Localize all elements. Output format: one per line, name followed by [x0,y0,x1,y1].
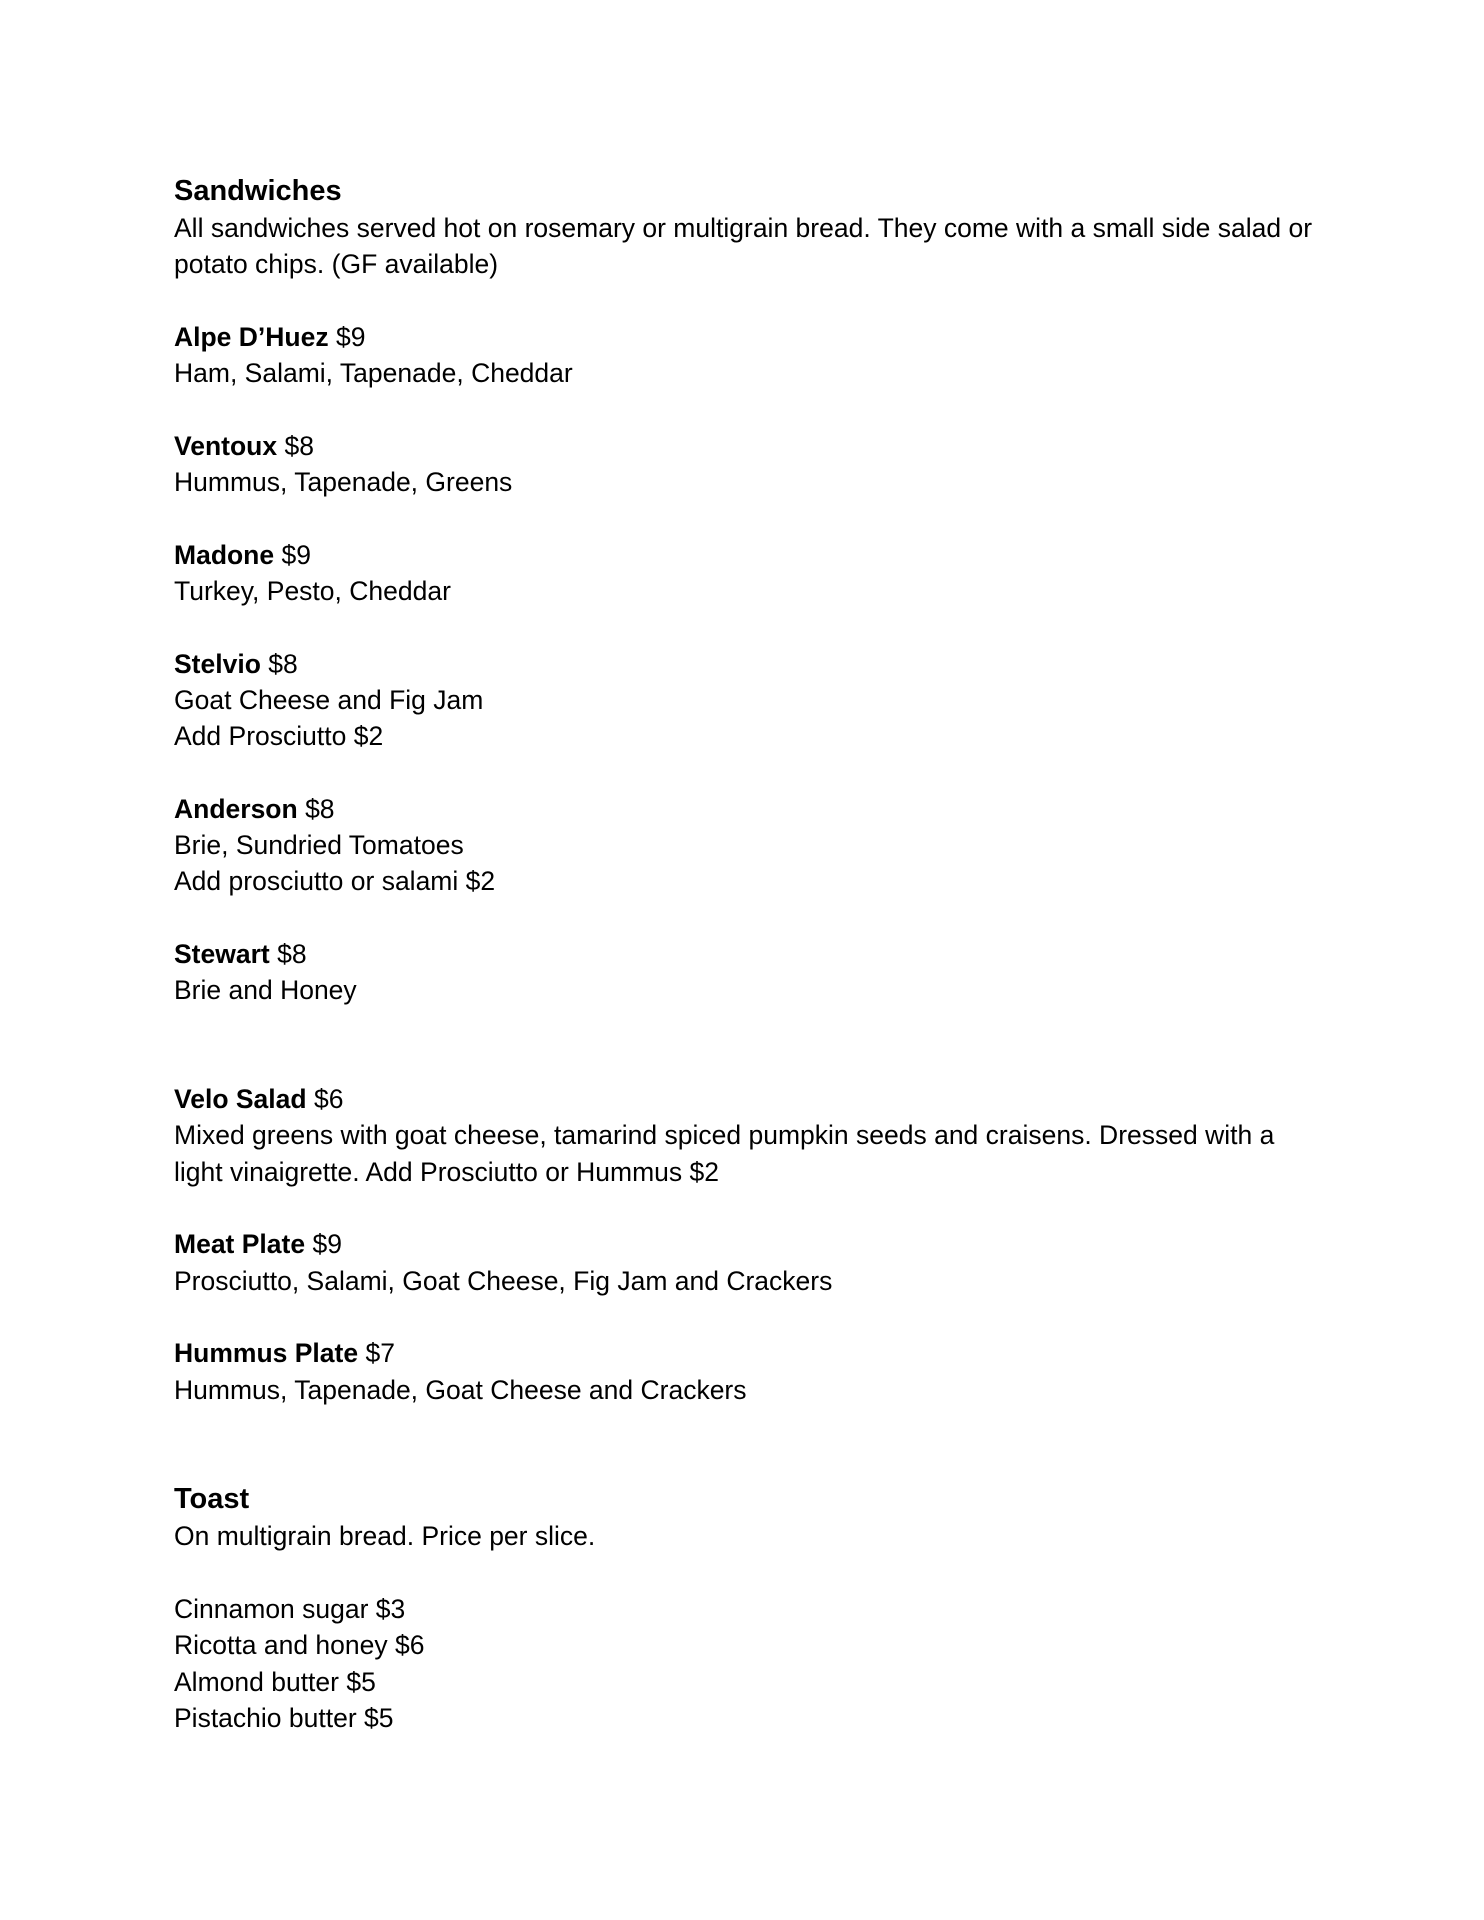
item-name: Alpe D’Huez [174,321,329,352]
item-description: Hummus, Tapenade, Goat Cheese and Crackers [174,1374,747,1405]
item-description: Brie, Sundried Tomatoes [174,830,464,861]
item-description: Prosciutto, Salami, Goat Cheese, Fig Jam and Crackers [174,1265,833,1296]
menu-item [174,936,1324,1009]
toast-section [174,1480,1324,1736]
item-description: Mixed greens with goat cheese, tamarind spiced pumpkin seeds and craisens. Dressed with a light vinaigrette. Add Prosciutto or Hummus $2 [174,1120,1275,1187]
menu-item [174,1335,1324,1408]
item-price: $8 [284,430,314,461]
item-name: Ventoux [174,430,278,461]
item-name: Velo Salad [174,1084,307,1115]
menu-page [174,172,1324,1736]
sandwiches-intro: All sandwiches served hot on rosemary or multigrain bread. They come with a small side salad or potato chips. (GF available) [174,213,1313,280]
item-price: $9 [312,1229,342,1260]
menu-item [174,319,1324,392]
toast-item: Ricotta and honey $6 [174,1630,425,1661]
menu-item [174,1081,1324,1190]
item-price: $6 [313,1084,344,1115]
item-price: $8 [268,648,298,679]
item-price: $9 [335,321,366,352]
menu-item [174,646,1324,755]
toast-item: Cinnamon sugar $3 [174,1593,406,1624]
item-price: $8 [305,793,335,824]
item-description: Brie and Honey [174,975,357,1006]
item-price: $8 [277,938,307,969]
toast-item: Pistachio butter $5 [174,1702,394,1733]
item-description: Goat Cheese and Fig Jam [174,684,484,715]
item-description: Hummus, Tapenade, Greens [174,467,513,498]
toast-intro: On multigrain bread. Price per slice. [174,1521,596,1552]
toast-item: Almond butter $5 [174,1666,376,1697]
item-name: Madone [174,539,275,570]
menu-item [174,791,1324,900]
menu-item [174,428,1324,501]
item-name: Hummus Plate [174,1338,359,1369]
item-description: Turkey, Pesto, Cheddar [174,575,451,606]
item-name: Meat Plate [174,1229,306,1260]
item-price: $7 [365,1338,395,1369]
sandwiches-section [174,172,1324,1009]
item-addon: Add prosciutto or salami $2 [174,866,496,897]
section-title-toast: Toast [174,1483,250,1516]
item-addon: Add Prosciutto $2 [174,721,384,752]
plates-section [174,1081,1324,1408]
item-name: Anderson [174,793,298,824]
item-name: Stewart [174,938,270,969]
menu-item [174,1226,1324,1299]
section-title-sandwiches: Sandwiches [174,175,342,207]
item-description: Ham, Salami, Tapenade, Cheddar [174,358,573,389]
item-name: Stelvio [174,648,261,679]
menu-item [174,537,1324,610]
item-price: $9 [281,539,311,570]
